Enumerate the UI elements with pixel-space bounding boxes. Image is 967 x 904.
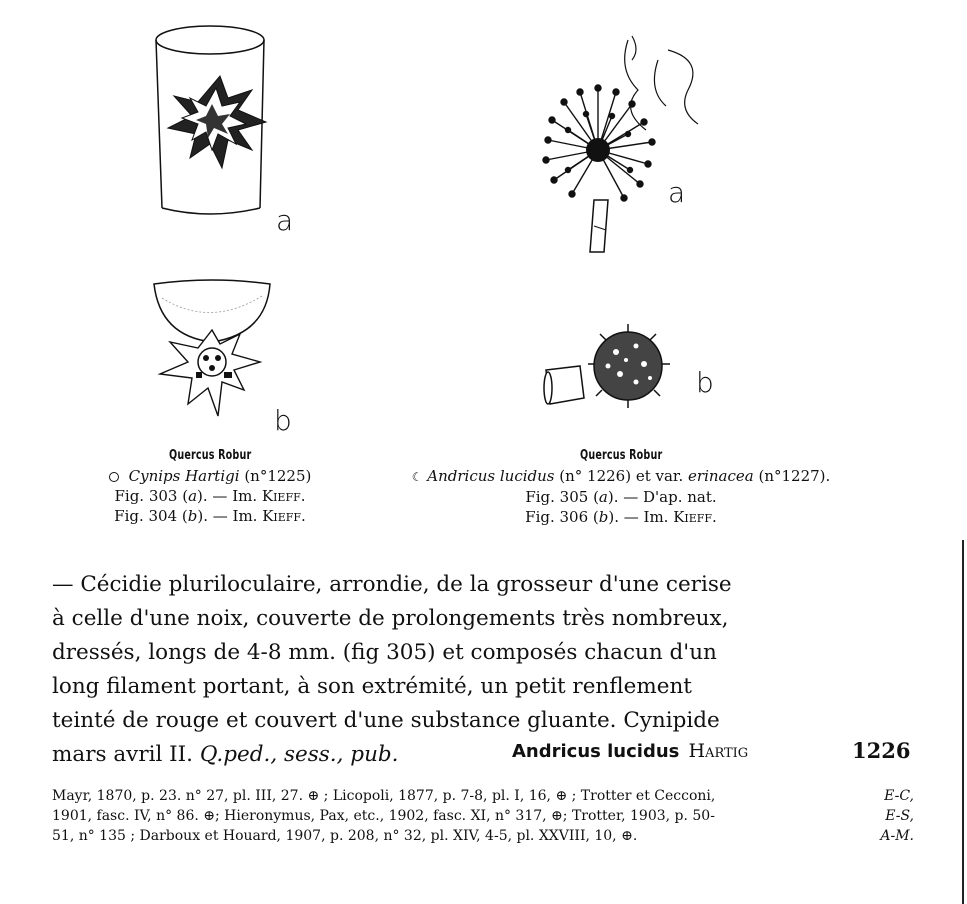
description-line-last: mars avril II. Q.ped., sess., pub. [52, 742, 399, 767]
description-line: à celle d'une noix, couverte de prolongements très nombreux, [52, 606, 729, 631]
right-caption-fig-306: Fig. 306 (b). — Im. Kieff. [525, 508, 717, 526]
left-caption-title: Quercus Robur [168, 448, 252, 463]
description-line: dressés, longs de 4-8 mm. (fig 305) et composés chacun d'un [52, 640, 717, 665]
description-line: long filament portant, à son extrémité, un petit renflement [52, 674, 692, 699]
left-caption-number: (n°1225) [244, 467, 312, 485]
right-caption-variety: erinacea [688, 467, 754, 485]
species-name: Andricus lucidus [512, 741, 680, 762]
figure-303-drawing [148, 18, 278, 218]
reference-line: 1901, fasc. IV, n° 86. ⊕; Hieronymus, Pax, etc., 1902, fasc. XI, n° 317, ⊕; Trotter, 1903, p. 50- [52, 808, 715, 824]
description-line: teinté de rouge et couvert d'une substance gluante. Cynipide [52, 708, 720, 733]
species-author: Hartig [688, 740, 749, 762]
bibliography [52, 786, 842, 846]
circle-symbol-icon [109, 472, 119, 482]
host-abbreviations: Q.ped., sess., pub. [199, 742, 399, 767]
figure-304-drawing [140, 278, 285, 428]
right-caption-title: Quercus Robur [579, 448, 663, 463]
reference-line: 51, n° 135 ; Darboux et Houard, 1907, p. 208, n° 32, pl. XIV, 4-5, pl. XXVIII, 10, ⊕. [52, 828, 638, 844]
left-caption-fig-303: Fig. 303 (a). — Im. Kieff. [114, 487, 306, 505]
distribution-code: E-S, [885, 808, 914, 824]
left-caption-species: Cynips Hartigi [128, 467, 240, 485]
figure-303-letter: a [276, 204, 294, 237]
distribution-code: E-C, [884, 788, 914, 804]
reference-line: Mayr, 1870, p. 23. n° 27, pl. III, 27. ⊕ ; Licopoli, 1877, p. 7-8, pl. I, 16, ⊕ ; Trotter et Cecconi, [52, 788, 716, 804]
right-caption-number-b: (n°1227). [758, 467, 831, 485]
distribution-codes [858, 786, 914, 846]
figure-306-drawing [540, 318, 680, 418]
figure-305-letter: a [668, 176, 686, 209]
right-caption-number-a: (n° 1226) et var. [559, 467, 684, 485]
right-caption-species: Andricus lucidus [427, 467, 555, 485]
margin-rule [962, 540, 964, 904]
description-line: — Cécidie pluriloculaire, arrondie, de la grosseur d'une cerise [52, 572, 732, 597]
left-caption [60, 444, 360, 526]
figure-304-letter: b [274, 404, 292, 437]
figure-305-drawing [528, 30, 718, 260]
entry-number: 1226 [852, 738, 911, 763]
left-caption-fig-304: Fig. 304 (b). — Im. Kieff. [114, 507, 306, 525]
crescent-symbol-icon: ☾ [411, 470, 423, 484]
distribution-code: A-M. [880, 828, 914, 844]
figure-306-letter: b [696, 366, 714, 399]
species-heading [512, 740, 748, 762]
right-caption-fig-305: Fig. 305 (a). — D'ap. nat. [525, 488, 717, 506]
right-caption [356, 444, 886, 527]
